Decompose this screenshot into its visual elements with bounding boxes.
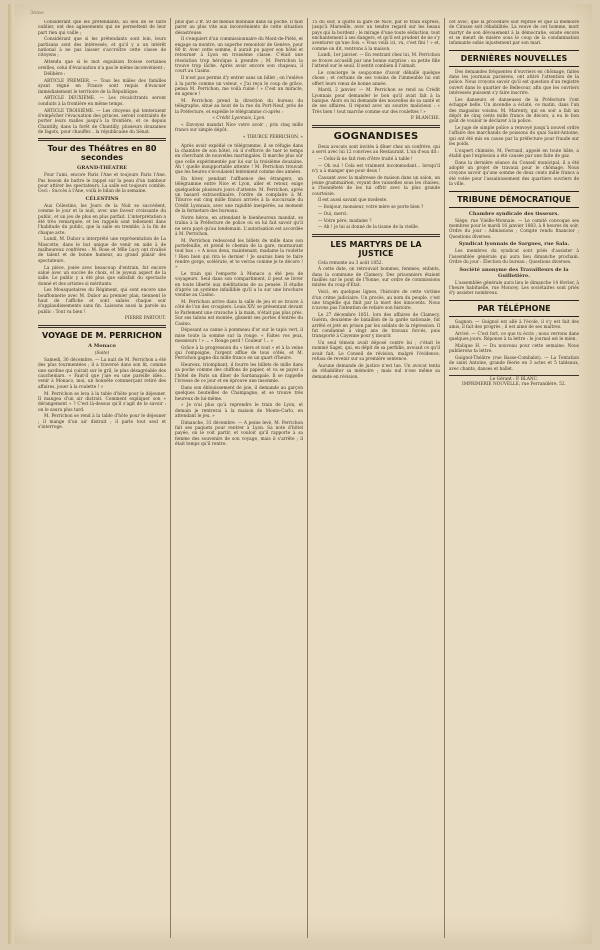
paragraph: Dans la dernière séance du Conseil municipal, il a été adopté un projet de travaux pour le chômage. Nous croyons savoir qu'une somme de deux cents mille francs a été votée pour l'assainissement des quartiers ouvriers de la ville. (449, 160, 579, 188)
paragraph: Il n'est pas permis d'y entrer sans un billet ; on l'enlève à la porte comme un voleur. « J'ai reçu le coup de grâce, pensa M. Perrichon, me voilà ruiné ! » C'est un miracle, en agence ! (175, 76, 303, 98)
paragraph: Considérant que si les prétendants sont loin, leurs partisans sont des intéressés, et qu'il y a un intérêt national à ne pas laisser s'accroître cette classe de citoyens ; (38, 37, 166, 59)
subheading: CÉLESTINS (85, 195, 119, 202)
paragraph: M. Perrichon se rend à la table d'hôte pour le déjeuner ; il mange d'un air distrait ; il parle tout seul et s'interroge. (38, 414, 166, 431)
newspaper-page (8, 4, 592, 944)
paragraph: ARTICLE DEUXIÈME. — Les récalcitrants seront conduits à la frontière en même temps. (38, 96, 166, 107)
page-edge (8, 4, 14, 944)
paragraph: Aux Célestins, les Jours de la Nuit se succèdent, comme le jour et la nuit, avec une faveur croissante du public, et un jeu de plus en plus parfait. L'interprétation a été très remarquée, et les rappels sont tellement dans l'habitude du public, que la salle en tremble, à la fin de chaque acte. (38, 203, 166, 236)
paragraph: Il est aussi savant que modeste. (318, 198, 388, 204)
column-rule (307, 18, 308, 938)
section-heading-martyrs: LES MARTYRS DE LA JUSTICE (330, 239, 422, 258)
paragraph: Aucune demande de justice n'est lue. Un avocat tenta de réhabiliter sa mémoire ; mais nul n'ose même sa demande en révision. (312, 363, 440, 380)
paragraph: Dimanche, 31 décembre. — A peine levé, M. Perrichon fait ses paquets pour rentrer à Lyon. Sa note d'hôtel payée, on le voit partir, et vouloir qu'il rapporte à sa femme des souvenirs de son voyage, mais il s'arrête ; il était temps qu'il rentre. (175, 420, 303, 448)
gerant-line: Le Gérant : P. BLANC. (489, 376, 539, 382)
paragraph: Guignol-Théâtre (rue Basse-Combalot). — La Tentation de saint Antoine, grande féerie en 3 actes et 5 tableaux, avec chants, danses et ballet. (449, 355, 579, 372)
paragraph: Notre héros, en attendant le bienheureux mandat, se traîna à la Préfecture de police où on lui fait savoir qu'il ne sera payé qu'au lendemain. L'autorisation est accordée à M. Perrichon. (175, 215, 303, 237)
paragraph: Cela remonte au 3 août 1852. (318, 260, 383, 266)
section-box (449, 300, 579, 317)
printer-line: IMPRIMERIE NOUVELLE, rue Ferrandière, 52. (462, 382, 566, 388)
paragraph: « Je n'ai plus qu'à reprendre le train de Lyon, et demain je rentrerai à la maison de Monte-Carlo, en attendant le jeu. » (175, 403, 303, 419)
paragraph: Les danseurs et danseuses de la Préfecture l'ont échappé belle. Un incendie a éclaté, ce matin, dans l'un des magasins voisins. M. Marenty, qui en soir a fait un dépôt de cinq cents mille francs de décors, a eu le bon goût de vouloir le déclarer à la police. (449, 97, 579, 125)
paragraph: M. Perrichon arrive dans la salle de jeu et se trouve à côté de l'un des croupiers. Louis XIV, se présentant devant le Parlement une cravache à la main, n'était pas plus près. Sur ses talons est montée, glissent ses portes d'entrée du Casino. (175, 300, 303, 327)
paragraph: Dans son éblouissement de joie, il demande au garçon quelques bouteilles de Champagne, et se trouve très heureux de lui-même. (175, 385, 303, 402)
paragraph: Mardi, 2 janvier. — M. Perrichon se rend au Crédit Lyonnais pour demander le bon qu'il avait fait à la banque. Alors on lui demande des nouvelles de sa santé et de ses affaires. Il répond avec un sourire malicieux : « Très bien ! tout marche comme sur des roulettes ! » (312, 88, 440, 115)
paragraph: ARTICLE TROISIÈME. — Les citoyens qui tenteraient d'empêcher l'évacuation des princes, seront contraints de porter leurs malles jusqu'à la frontière, et ce depuis Chantilly, dans la forêt de Chantilly, plusieurs douzaines de fagots, pour chauffer... la républicaine du Sénat. (38, 108, 166, 135)
column-1 (38, 20, 166, 936)
column-4 (449, 20, 579, 936)
section-heading-telephone: PAR TÉLÉPHONE (477, 303, 551, 313)
signature: PIERRE PARTOUT. (124, 316, 166, 322)
paragraph: plus que 2 fr. 50 de menue monnaie dans sa poche. Il faut parer au plus vite aux inconvénients de cette situation désastreuse. (175, 20, 303, 36)
paragraph: Il s'enquiert d'un commissionnaire du Mont-de-Piété, et engage sa montre, un superbe remontoir de Genève, pour 80 fr. Avec cette somme, il aurait pu payer son hôtel et retourner à Lyon en troisième classe. C'était une résolution trop héroïque à prendre ; M. Perrichon la trouve trop lâche. Après avoir encore son chapeau, il court au Casino. (175, 37, 303, 75)
paragraph: Lundi, M. Dubor a interprété une représentation de La Mascotte, dans le but unique de venir en aide à de malheureux confrères : M. Rose et Mlle Lucy ont rivalisé de talent et de bonne humeur, au grand plaisir des spectateurs. (38, 237, 166, 264)
section-rule (38, 325, 166, 328)
paragraph: L'assemblée générale aura lieu le dimanche 14 février, à l'heure habituelle, rue Moncey. Les sociétaires sont priés d'y assister nombreux. (449, 280, 579, 297)
signature: « TIBURCE PERRICHON. » (243, 135, 303, 141)
subheading: Société anonyme des Travailleurs de la Guillotière. (459, 266, 569, 279)
section-box (449, 191, 579, 208)
section-heading-theatres: Tour des Théâtres en 80 secondes (47, 144, 157, 163)
paragraph: cet avec, que la procédure soit reprise et que la mémoire de Cirasse soit réhabilitée. La veuve de cet homme, mort martyr de son dévouement à la démocratie, existe encore et se meurt de misère sous le coup de la condamnation infamante subie injustement par son mari. (449, 20, 579, 47)
paragraph: Samedi, 30 décembre. — La nuit de M. Perrichon a été des plus tourmentées ; il a traversé dans son lit, comme une sardine qui cuirait sur le gril, le plus désagréable des cauchemars. « Faut-il que j'aie eu une pareille idée... venir à Monaco, moi, un honnête commerçant retiré des affaires, jouer à la roulette ! » (38, 358, 166, 390)
paragraph: M. Perrichon redescend les billets de mille dans son portefeuille, et prend le chemin de la gare, murmurant tout bas : « A nous deux, maintenant, madame la roulette ! Rien bien qui rira le dernier ! Je saurais bien te faire rendre gorge, scélérate, et te verras comme je te décore ! » (175, 238, 303, 271)
subheading: Syndicat lyonnais de Sargues, rue Sala. (458, 241, 570, 248)
paragraph: — Oh oui ! Cela est vraiment incommodant... lorsqu'il n'y a à manger que pour deux ! (312, 163, 440, 174)
paragraph: — Votre père, madame ? (318, 218, 372, 224)
paragraph: La pièce, jouée avec beaucoup d'entrain, fut encore salué avec un succès de choix, et le joyeux aspect de la salle. Le public y a été plus que satisfait du spectacle donné et des artistes si méritants. (38, 265, 166, 287)
paragraph: Voici, en quelques lignes, l'histoire de cette victime d'un crime judiciaire. Un procès, au nom du peuple, c'est une tragédie qui finit par la mort des innocents. Nous n'avons pas l'intention de refaire son histoire. (312, 290, 440, 312)
paragraph: Arrivé. — C'est fort, ce que tu écris ; nous verrons dans quelques jours. Réponse à ta lettre : le journal est le mien. (449, 331, 579, 343)
column-rule (170, 18, 171, 938)
column-rule (444, 18, 445, 938)
paragraph: Des demandes fréquentes d'ouvriers en chômage, faites dans les journaux parisiens, ont attiré l'attention de la police. Nous croyons savoir qu'il est question d'un registre ouvert dans le quartier de Bellecour, afin que les ouvriers intéressés puissent s'y faire inscrire. (449, 69, 579, 97)
paragraph: Grâce à la progression du « tiers et tout » et à la veine qui l'empoigne, l'argent afflue de tous côtés, et M. Perrichon gagne dix mille francs en un quart d'heure. (175, 345, 303, 362)
paragraph: « Envoyez mandat Nice votre avoir ; pris cinq mille francs sur simple dépôt. (175, 123, 303, 134)
section-heading-voyage: VOYAGE DE M. PERRICHON (42, 330, 162, 340)
subheading-note: (Suite) (94, 350, 110, 356)
column-2 (175, 20, 303, 936)
paragraph: — Bonjour, monsieur, votre mère se porte bien ? (318, 205, 424, 211)
section-heading-tribune: TRIBUNE DÉMOCRATIQUE (457, 194, 571, 204)
paragraph: Le train qui l'emporte à Monaco a été peu de voyageurs. Seul dans son compartiment, il peut se livrer en toute liberté aux méditations de sa pensée. Il étudie d'après un système infaillible qu'il a lu sur une brochure vendue au Casino. (175, 272, 303, 299)
paragraph: Les Mousquetaires du Régiment, qui sont encore une bouffonnerie avec M. Dubor au premier plan, tiennent le haut de l'affiche et sont salués chaque soir d'applaudissements sans fin. Laissons aussi la parole au public : Tout va bien ! (38, 288, 166, 315)
section-rule (312, 234, 440, 237)
paragraph: — Celui-là ne fait rien d'être traité à table ! (318, 156, 413, 162)
subheading: Chambre syndicale des tisseurs. (468, 210, 560, 217)
paragraph: Déposant sa canne à pommeau d'or sur le tapis vert, il mise toute la somme sur la rouge. « Faites vos jeux, messieurs ! » ... « Rouge perd ! Couleur !... » (175, 328, 303, 344)
subheading: GRAND-THÉATRE (76, 165, 128, 172)
paragraph: — Oui, merci. (318, 211, 348, 217)
subheading: A Monaco (88, 342, 116, 349)
paragraph: 15 du soir, il quitte la gare de Nice, par le train express, jusqu'à Marseille, avec un tendre regard sur les beaux pays qui la bordent ; le mirage d'une toute séduction, tout enchantement à ses dangers, et qu'il est prudent de ne s'y aventurer qu'une fois. « Vous voilà ici, vu, c'est fini ! » et, comme on dit, rentrons à la maison. (312, 20, 440, 52)
section-box (449, 50, 579, 67)
section-rule (38, 138, 166, 141)
paragraph: Les membres du syndicat sont priés d'assister à l'assemblée générale qui aura lieu dimanche prochain. Ordre du jour : Élection du bureau ; Questions diverses. (449, 249, 579, 265)
section-heading-gognandises: GOGNANDISES (333, 130, 419, 142)
paragraph: L'expert chimiste, M. Ferrand, appelé en toute hâte, a établi que l'explosion a été causée par une fuite de gaz. (449, 148, 579, 160)
paragraph: Un seul témoin avait déposé contre lui ; c'était le nommé Saget, qui, en dépit de sa perfidie, avouait ce qu'il avait fait. Le Conseil de révision, malgré l'évidence, refusa de revenir sur sa première sentence. (312, 341, 440, 363)
paragraph: Après avoir expédié ce télégramme, il se réfugie dans la chambre de son hôtel, où il s'efforce de tuer le temps en cherchant de nouvelles martingales. Il marche plus sûr que celle expérimentée par lui sur la troisième douzaine. Ah ! quelle insupportable attente ! M. Perrichon trouvait que les heures s'écoulaient lentement comme des années. (175, 143, 303, 176)
paragraph: À cette date, on retrouvait hommes, femmes, enfants, dans la commune de Clamecy. Des prisonniers étaient fusillés sur le pont de l'Yonne, sur ordre de commissions mixtes du coup d'État. (312, 267, 440, 289)
paragraph: Attendu que si le mot expulsion froisse certaines oreilles, celui d'évacuation n'a pas le même inconvénient ; (38, 60, 166, 71)
signature: P. BLANCHE. (410, 116, 440, 122)
paragraph: Causant avec la maîtresse de maison dans un salon, un jeune grammairien, voyant des vaisselles sous les chaises, a l'honnêteté de les lui offrir avec la plus grande courtoisie. (312, 175, 440, 197)
paragraph: Malique H. — Du nouveau pour cette semaine. Nous publierons ta lettre. (449, 343, 579, 355)
paragraph: Lundi, 1er janvier. — En rentrant chez lui, M. Perrichon se trouve accueilli par une bonne surprise : sa petite fille l'attend sur le seuil. Il sentit combien il l'aimait. (312, 53, 440, 70)
paragraph: Le juge de simple police a renvoyé jusqu'à nouvel ordre l'affaire des marchands de poissons du quai Saint-Antoine, qui ont été mis en cause par la préfecture pour fraude sur les poids. (449, 125, 579, 147)
page-folio: 3ème (30, 10, 44, 16)
paragraph: Le concierge le soupçonne d'avoir déballé quelque chose ; et certains de ses voisins de l'immeuble lui ont offert leurs vœux de bonne année. (312, 70, 440, 87)
paragraph: Considérant que les prétendants, au lieu de se faire oublier, ont des agissements qui ne permettent de leur part rien qui vaille ; (38, 20, 166, 36)
imprint-footer (449, 375, 579, 388)
paragraph: Deux avocats sont invités à dîner chez un confrère, qui a servi avec lui 12 convives au Restaurant. L'un d'eux dit : (312, 144, 440, 156)
paragraph: Le 27 décembre 1851, lors des affaires de Clamecy, Guérin, deuxième de bataillon de la garde nationale, fut arrêté et jeté en prison par les soldats de la répression. Il fut condamné à vingt ans de travaux forcés, puis transporté à Cayenne pour y mourir. (312, 312, 440, 340)
paragraph: Gagnon. — Guignol est allé à l'école, il s'y est fait des amis, il fait des progrès ; il est aimé de ses maîtres. (449, 319, 579, 331)
paragraph: Heureux, triomphant, il fourre les billets de mille dans sa poche comme des chiffons de papier, et va se payer à l'hôtel de Paris un dîner de Sardanapale. Il se rappelle l'ivresse de ce jour et en éprouve une insomnie. (175, 363, 303, 385)
paragraph: « Crédit Lyonnais, Lyon. (212, 116, 266, 122)
paragraph: M. Perrichon prend la direction du bureau du télégraphe, situé au bout de la rue du Port-Neuf, près de la Préfecture, et expédie le télégramme ci-après : (175, 98, 303, 115)
paragraph: En hiver, pendant l'affluence des étrangers, un télégramme entre Nice et Lyon, aller et retour, exige quelquefois plusieurs jours d'attente. M. Perrichon, après un hasard extraordinaire, l'ordre de complaire à M. Tiburce eut cinq mille francs arrivés à la succursale du Crédit Lyonnais, avec une rapidité inespérée, au moment de la fermeture des bureaux. (175, 177, 303, 215)
column-3 (312, 20, 440, 936)
paragraph: ARTICLE PREMIER. — Tous les mâles des familles ayant régné en France sont requis d'évacuer immédiatement le territoire de la République. (38, 79, 166, 95)
paragraph: Siège, rue Vieille-Monnaie. — Le comité convoque ses membres pour le mardi 16 janvier 1883, à 8 heures du soir. Ordre du jour : Admissions ; Compte rendu financier ; Questions diverses. (449, 218, 579, 240)
paragraph: — Ah ! je lui ai donné de la tisane de la vieille. (318, 225, 420, 231)
section-heading-nouvelles: DERNIÈRES NOUVELLES (460, 53, 568, 63)
paragraph: Délibère : (44, 72, 66, 78)
section-rule (312, 125, 440, 128)
paragraph: Pour l'ami, encore Paris l'Ane et toujours Paris l'Ane. Pas besoin de battre le rappel sur la peau d'un tambour pour attirer les spectateurs. La salle est toujours comble. Ceci : Succès à l'Ane, voilà le bilan de la semaine. (38, 173, 166, 195)
paragraph: M. Perrichon se leva à la table d'hôte pour le déjeuner. Il mangea d'un air distrait. Comment expliquer son « dérangement » ? C'est là-dessus qu'il s'agit de le savoir : on le saura plus tard. (38, 391, 166, 413)
